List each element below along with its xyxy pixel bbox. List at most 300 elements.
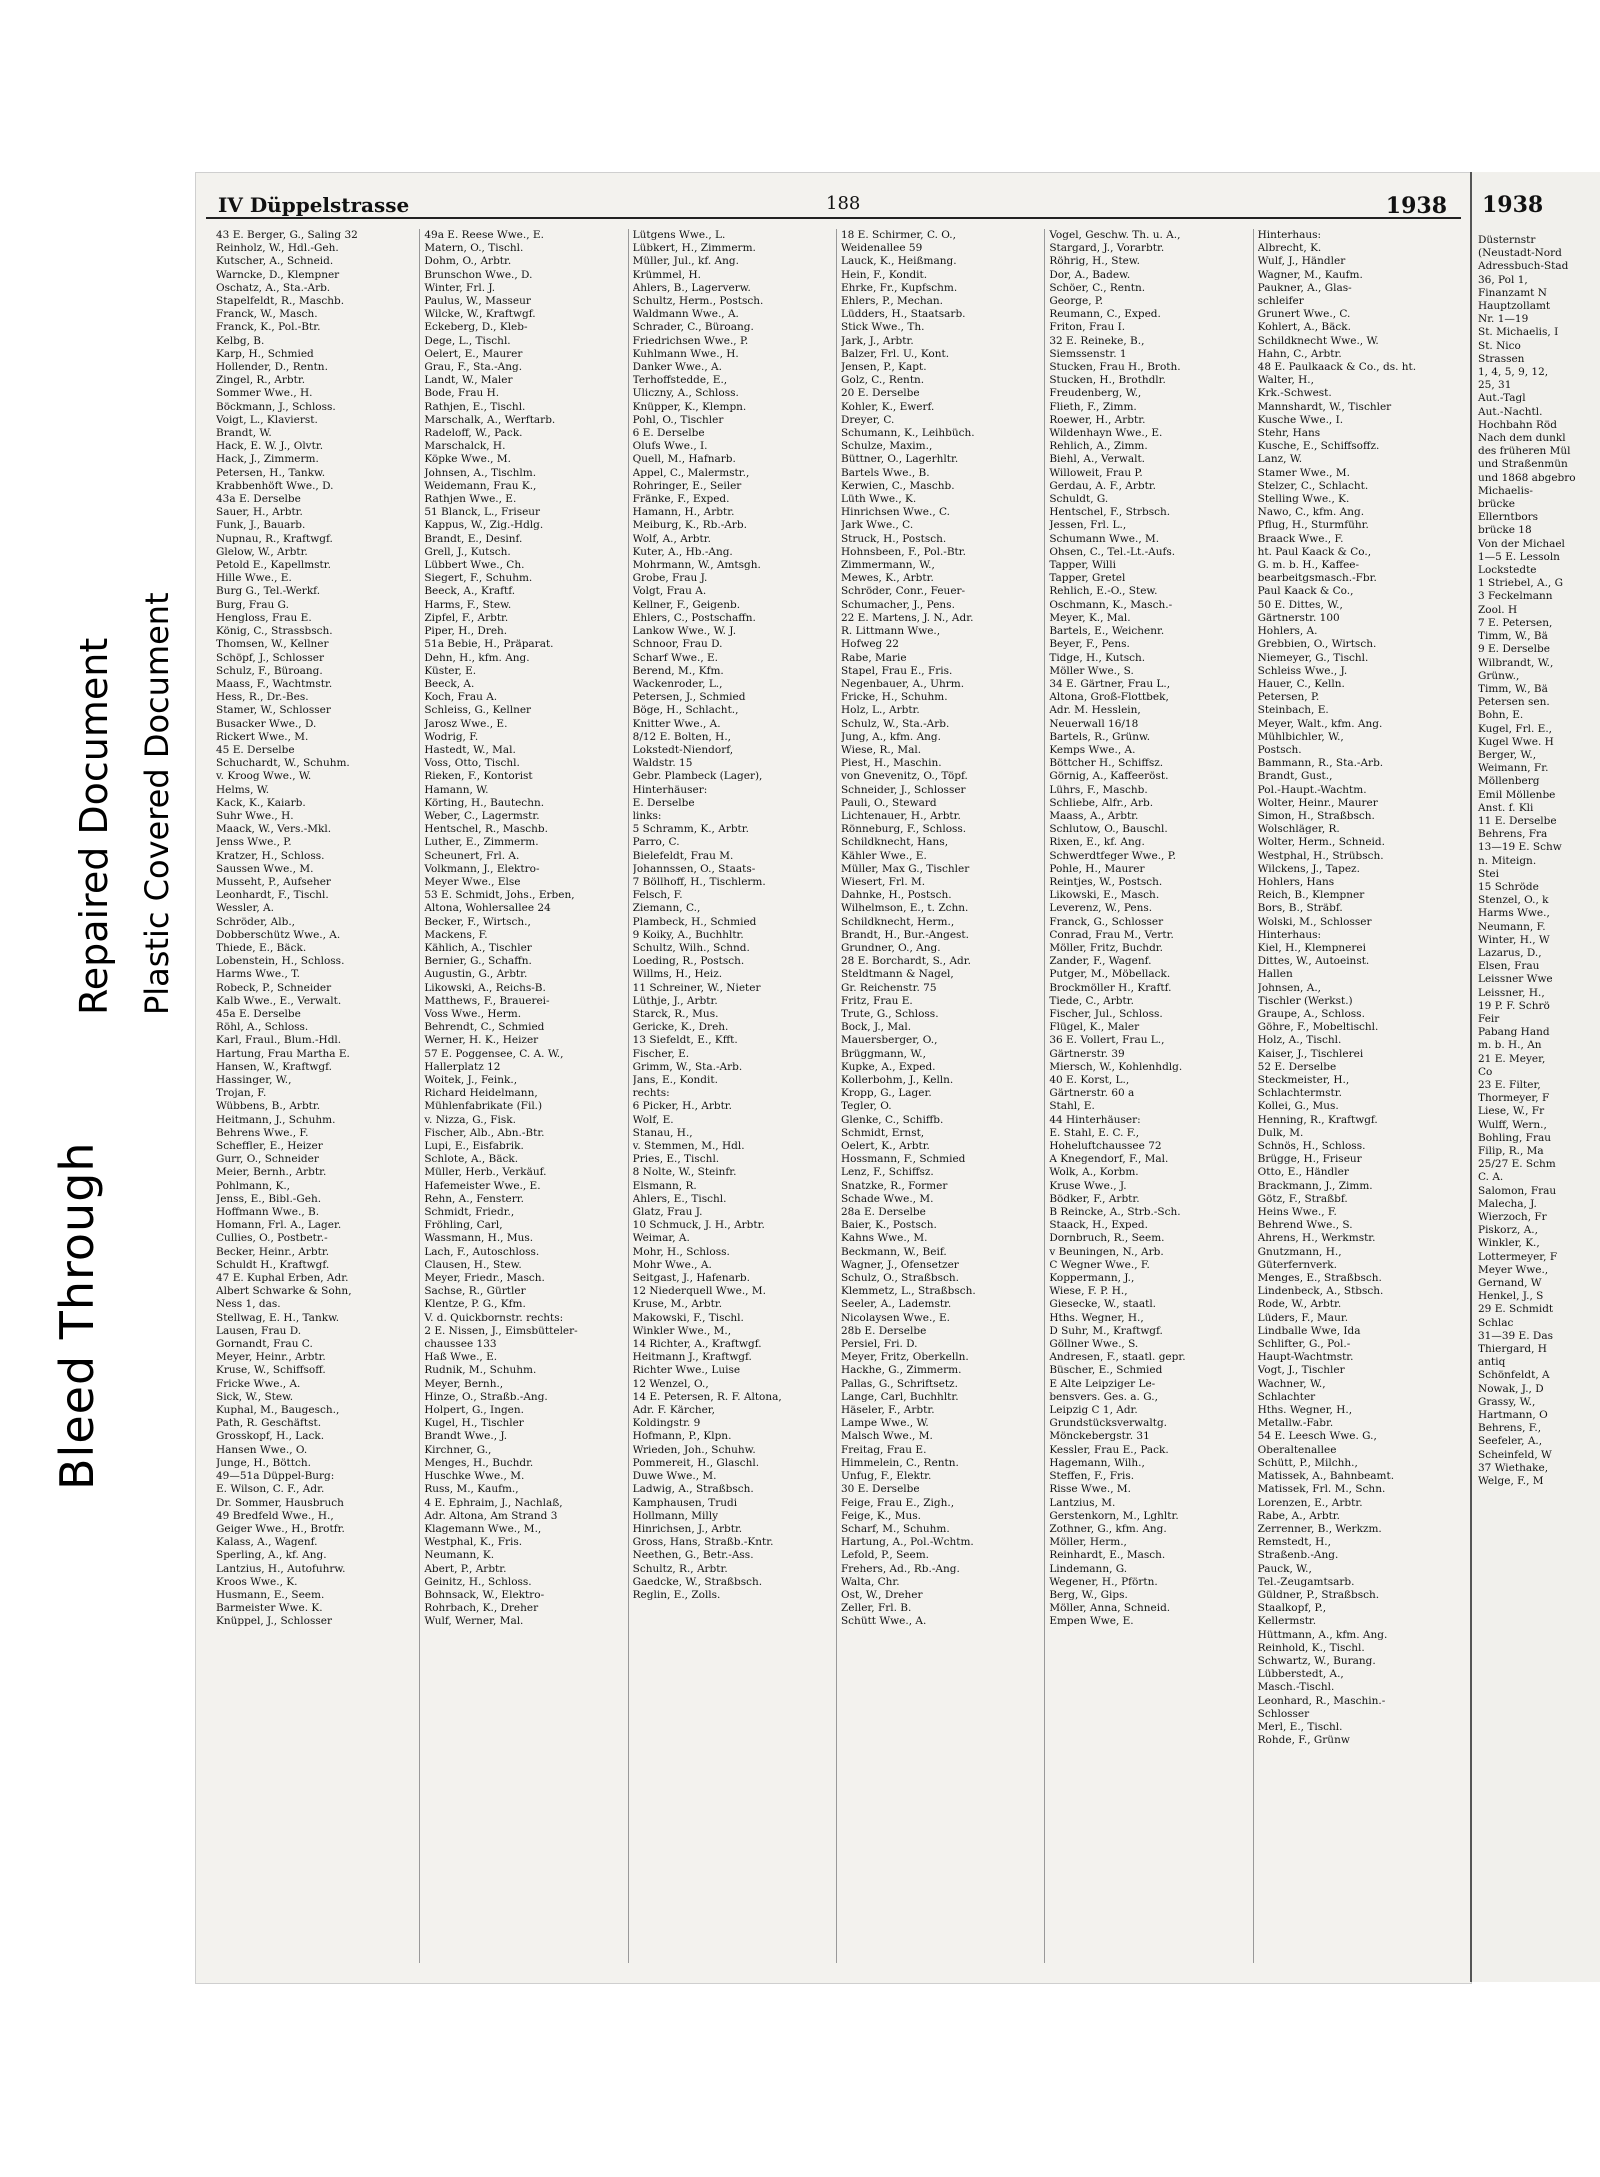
adjacent-page-line: brücke xyxy=(1478,498,1515,511)
directory-entry: Zimmermann, W., xyxy=(840,559,935,572)
directory-entry: Schumann, K., Leihbüch. xyxy=(840,427,975,440)
directory-entry: B Reincke, A., Strb.-Sch. xyxy=(1049,1206,1181,1219)
adjacent-page-line: Seefeler, A., xyxy=(1478,1435,1543,1448)
directory-entry: Wildenhayn Wwe., E. xyxy=(1049,427,1163,440)
directory-entry: Hackhe, G., Zimmerm. xyxy=(840,1364,962,1377)
directory-entry: Beeck, A. xyxy=(424,677,475,690)
directory-entry: Stahl, E. xyxy=(1049,1100,1095,1113)
directory-entry: Hofweg 22 xyxy=(840,638,899,651)
directory-entry: Wackenroder, L., xyxy=(632,677,723,690)
adjacent-page-line: 36, Pol 1, xyxy=(1478,273,1528,286)
directory-entry: Stellwag, E. H., Tankw. xyxy=(216,1311,340,1324)
annotation-sidebar xyxy=(0,270,195,1490)
adjacent-page-line: 31—39 E. Das xyxy=(1478,1329,1553,1342)
directory-entry: Hengloss, Frau E. xyxy=(216,611,312,624)
directory-entry: Neumann, K. xyxy=(424,1549,495,1562)
directory-entry: Menges, E., Straßbsch. xyxy=(1257,1272,1382,1285)
directory-entry: Schlutow, O., Bauschl. xyxy=(1049,823,1168,836)
directory-entry: Dege, L., Tischl. xyxy=(424,334,511,347)
directory-entry: Hinrichsen Wwe., C. xyxy=(840,506,950,519)
directory-entry: E. Wilson, C. F., Adr. xyxy=(216,1483,325,1496)
directory-entry: Hagemann, Wilh., xyxy=(1049,1456,1145,1469)
directory-entry: Golz, C., Rentn. xyxy=(840,374,925,387)
directory-entry: Hossmann, F., Schmied xyxy=(840,1153,966,1166)
directory-entry: 48 E. Paulkaack & Co., ds. ht. xyxy=(1257,361,1417,374)
directory-entry: Matthews, F., Brauerei- xyxy=(424,994,550,1007)
adjacent-page-line: Düsternstr xyxy=(1478,234,1536,246)
directory-entry: Kollerbohm, J., Kelln. xyxy=(840,1074,954,1086)
directory-entry: Wulf, J., Händler xyxy=(1257,255,1346,268)
directory-entry: Giesecke, W., staatl. xyxy=(1049,1298,1157,1311)
directory-entry: Scheunert, Frl. A. xyxy=(424,849,520,862)
directory-entry: Ehrke, Fr., Kupfschm. xyxy=(840,281,958,294)
adjacent-page-line: 15 Schröde xyxy=(1478,880,1539,893)
directory-entry: Lankow Wwe., W. J. xyxy=(632,625,737,638)
directory-entry: 7 Böllhoff, H., Tischlerm. xyxy=(632,875,766,888)
adjacent-page-line: Emil Möllenbe xyxy=(1478,788,1556,801)
directory-entry: Maass, A., Arbtr. xyxy=(1049,809,1139,822)
directory-entry: Brackmann, J., Zimm. xyxy=(1257,1179,1373,1192)
directory-entry: Pauck, W., xyxy=(1257,1562,1312,1575)
directory-entry: Ost, W., Dreher xyxy=(840,1588,923,1601)
adjacent-page-line: Meyer Wwe., xyxy=(1478,1263,1549,1276)
directory-entry: Adr. M. Hesslein, xyxy=(1049,704,1141,717)
directory-entry: Negenbauer, A., Uhrm. xyxy=(840,677,965,690)
directory-entry: Mauersberger, O., xyxy=(840,1034,938,1047)
directory-entry: 45 E. Derselbe xyxy=(216,743,295,756)
directory-entry: Loeding, R., Postsch. xyxy=(632,955,745,968)
directory-entry: Tel.-Zeugamtsarb. xyxy=(1257,1575,1355,1588)
adjacent-page-line: 23 E. Filter, xyxy=(1478,1079,1541,1091)
adjacent-page-line: Kugel Wwe. H xyxy=(1478,735,1554,748)
directory-entry: Lantzius, M. xyxy=(1049,1496,1116,1509)
directory-entry: Zipfel, F., Arbtr. xyxy=(424,611,509,624)
directory-entry: Koldingstr. 9 xyxy=(632,1417,701,1430)
directory-entry: 51 Blanck, L., Friseur xyxy=(424,506,541,519)
directory-entry: Persiel, Fri. D. xyxy=(840,1338,918,1351)
directory-entry: Walter, H., xyxy=(1257,374,1314,387)
page-number: 188 xyxy=(826,193,861,214)
directory-entry: v Beuningen, N., Arb. xyxy=(1049,1245,1164,1258)
directory-entry: 44 Hinterhäuser: xyxy=(1049,1113,1141,1126)
directory-entry: Kusche, E., Schiffsoffz. xyxy=(1257,440,1380,453)
directory-entry: Postsch. xyxy=(1257,743,1302,756)
directory-entry: Lausen, Frau D. xyxy=(216,1324,302,1337)
directory-entry: E. Stahl, E. C. F., xyxy=(1049,1126,1140,1139)
directory-entry: Lindenbeck, A., Stbsch. xyxy=(1257,1285,1384,1298)
directory-entry: Meyer, Walt., kfm. Ang. xyxy=(1257,717,1383,730)
adjacent-page-line: Lottermeyer, F xyxy=(1478,1250,1558,1263)
adjacent-page-line: 7 E. Petersen, xyxy=(1478,616,1553,629)
directory-entry: Ahlers, E., Tischl. xyxy=(632,1192,727,1205)
directory-entry: Barmeister Wwe. K. xyxy=(216,1602,323,1615)
directory-entry: D Suhr, M., Kraftwgf. xyxy=(1049,1324,1163,1337)
directory-entry: Berend, M., Kfm. xyxy=(632,664,724,677)
directory-entry: Jark, J., Arbtr. xyxy=(840,334,914,347)
directory-entry: Rohringer, E., Seiler xyxy=(632,479,742,492)
directory-entry: Gnutzmann, H., xyxy=(1257,1245,1342,1258)
directory-entry: Bock, J., Mal. xyxy=(840,1021,912,1034)
directory-entry: Radeloff, W., Pack. xyxy=(424,427,523,440)
adjacent-page-line: Winter, H., W xyxy=(1478,933,1550,946)
directory-entry: 52 E. Derselbe xyxy=(1257,1060,1337,1073)
directory-entry: Leverenz, W., Pens. xyxy=(1049,902,1153,915)
directory-entry: Pommereit, H., Glaschl. xyxy=(632,1456,760,1469)
directory-entry: 10 Schmuck, J. H., Arbtr. xyxy=(632,1219,765,1232)
directory-entry: Baier, K., Postsch. xyxy=(840,1219,937,1232)
directory-entry: Lach, F., Autoschloss. xyxy=(424,1245,540,1258)
directory-entry: Schuldt H., Kraftwgf. xyxy=(216,1258,330,1271)
directory-entry: 51a Bebie, H., Präparat. xyxy=(424,638,554,651)
directory-entry: Snatzke, R., Former xyxy=(840,1179,948,1192)
directory-entry: E Alte Leipziger Le- xyxy=(1049,1377,1156,1390)
directory-entry: 49—51a Düppel-Burg: xyxy=(216,1470,335,1483)
adjacent-page-line: 37 Wiethake, xyxy=(1478,1461,1549,1474)
directory-entry: Nicolaysen Wwe., E. xyxy=(840,1311,950,1324)
directory-entry: Pohlmann, K., xyxy=(216,1179,291,1192)
directory-entry: Dornbruch, R., Seem. xyxy=(1049,1232,1165,1245)
directory-entry: 32 E. Reineke, B., xyxy=(1049,334,1145,347)
directory-entry: Ladwig, A., Straßbsch. xyxy=(632,1483,754,1496)
directory-entry: Wilcke, W., Kraftwgf. xyxy=(424,308,536,321)
directory-entry: Robeck, P., Schneider xyxy=(216,981,332,994)
directory-entry: Hein, F., Kondit. xyxy=(840,268,928,281)
directory-entry: von Gnevenitz, O., Töpf. xyxy=(840,770,968,783)
directory-entry: Reinholz, W., Hdl.-Geh. xyxy=(216,242,339,255)
adjacent-page-line: Grassy, W., xyxy=(1478,1395,1536,1408)
directory-entry: 12 Niederquell Wwe., M. xyxy=(632,1285,766,1298)
directory-entry: Weidenallee 59 xyxy=(840,242,923,255)
directory-entry: Maass, F., Wachtmstr. xyxy=(216,677,333,690)
adjacent-page-line: (Neustadt-Nord xyxy=(1478,247,1562,260)
directory-entry: Johnsen, A., xyxy=(1257,981,1321,994)
directory-entry: Tiede, C., Arbtr. xyxy=(1049,994,1134,1007)
directory-entry: Jensen, P., Kapt. xyxy=(840,361,927,374)
directory-entry: Haß Wwe., E. xyxy=(424,1351,498,1364)
directory-entry: bensvers. Ges. a. G., xyxy=(1049,1390,1158,1403)
directory-entry: Waldstr. 15 xyxy=(632,757,693,770)
directory-entry: Eckeberg, D., Kleb- xyxy=(424,321,528,334)
adjacent-page-line: 25/27 E. Schm xyxy=(1478,1158,1556,1171)
adjacent-page-line: Nr. 1—19 xyxy=(1478,313,1529,326)
directory-entry: Grobe, Frau J. xyxy=(632,572,708,585)
adjacent-page-line: des früheren Mül xyxy=(1478,445,1571,458)
directory-entry: Fritz, Frau E. xyxy=(840,994,913,1007)
adjacent-page-line: 11 E. Derselbe xyxy=(1478,814,1557,827)
directory-entry: Holz, A., Tischl. xyxy=(1257,1034,1342,1047)
directory-entry: Stamer, W., Schlosser xyxy=(216,704,331,717)
directory-entry: Grau, F., Sta.-Ang. xyxy=(424,361,523,374)
directory-entry: Holz, L., Arbtr. xyxy=(840,704,920,717)
directory-entry: Maack, W., Vers.-Mkl. xyxy=(216,823,332,836)
directory-entry: Sauer, H., Arbtr. xyxy=(216,506,303,519)
adjacent-page-line: Behrens, Fra xyxy=(1478,828,1548,841)
directory-column xyxy=(841,229,1045,1963)
directory-entry: Gärtnerstr. 60 a xyxy=(1049,1087,1135,1100)
directory-entry: Jarosz Wwe., E. xyxy=(424,717,508,730)
directory-entry: Hartung, Frau Martha E. xyxy=(216,1047,350,1060)
directory-entry: 5 Schramm, K., Arbtr. xyxy=(632,823,749,836)
directory-entry: Mohr, H., Schloss. xyxy=(632,1245,730,1258)
directory-entry: Brockmöller H., Kraftf. xyxy=(1049,981,1172,994)
directory-entry: Gross, Hans, Straßb.-Kntr. xyxy=(632,1536,774,1549)
directory-entry: Staack, H., Exped. xyxy=(1049,1219,1148,1232)
directory-entry: schleifer xyxy=(1257,295,1304,308)
directory-entry: Volkmann, J., Elektro- xyxy=(424,862,540,875)
directory-entry: Seitgast, J., Hafenarb. xyxy=(632,1272,750,1285)
directory-entry: Kuphal, M., Baugesch., xyxy=(216,1404,340,1417)
directory-entry: Harms Wwe., T. xyxy=(216,968,300,981)
directory-entry: Holpert, G., Ingen. xyxy=(424,1404,524,1417)
directory-entry: Freitag, Frau E. xyxy=(840,1443,927,1456)
directory-entry: Becker, F., Wirtsch., xyxy=(424,915,531,928)
adjacent-page-line: St. Nico xyxy=(1478,339,1521,352)
directory-entry: Hüttmann, A., kfm. Ang. xyxy=(1257,1628,1388,1641)
directory-entry: Franck, W., Masch. xyxy=(216,308,318,321)
directory-entry: Flügel, K., Maler xyxy=(1049,1021,1140,1034)
directory-entry: Ahrens, H., Werkmstr. xyxy=(1257,1232,1376,1245)
directory-entry: Bammann, R., Sta.-Arb. xyxy=(1257,757,1384,770)
directory-entry: Piest, H., Maschin. xyxy=(840,757,942,770)
directory-entry: Kalass, A., Wagenf. xyxy=(216,1536,318,1549)
directory-entry: Göhre, F., Mobeltischl. xyxy=(1257,1021,1379,1034)
directory-entry: Siegert, F., Schuhm. xyxy=(424,572,533,585)
directory-entry: Lenz, F., Schiffsz. xyxy=(840,1166,934,1179)
directory-entry: Reinhardt, E., Masch. xyxy=(1049,1549,1166,1562)
directory-entry: Hoheluftchaussee 72 xyxy=(1049,1140,1162,1153)
directory-columns xyxy=(216,229,1461,1963)
directory-entry: Sachse, R., Gürtler xyxy=(424,1285,526,1298)
directory-entry: Hahn, C., Arbtr. xyxy=(1257,347,1342,360)
directory-entry: Hamann, H., Arbtr. xyxy=(632,506,735,519)
directory-entry: 9 Koiky, A., Buchhltr. xyxy=(632,928,744,941)
directory-entry: 14 E. Petersen, R. F. Altona, xyxy=(632,1390,782,1403)
directory-entry: Schütt Wwe., A. xyxy=(840,1615,927,1628)
directory-entry: Warncke, D., Klempner xyxy=(216,268,340,281)
directory-entry: Walta, Chr. xyxy=(840,1575,900,1588)
directory-entry: Leonhard, R., Maschin.- xyxy=(1257,1694,1386,1707)
directory-entry: Zingel, R., Arbtr. xyxy=(216,374,306,387)
directory-entry: Gärtnerstr. 100 xyxy=(1257,611,1340,624)
directory-entry: Unfug, F., Elektr. xyxy=(840,1470,932,1483)
directory-entry: Pallas, G., Schriftsetz. xyxy=(840,1377,958,1390)
directory-entry: Zothner, G., kfm. Ang. xyxy=(1049,1522,1167,1535)
adjacent-page-line: Schlac xyxy=(1478,1316,1514,1329)
directory-entry: Müller, Herb., Verkäuf. xyxy=(424,1166,547,1179)
directory-entry: Schütt, P., Milchh., xyxy=(1257,1456,1358,1469)
adjacent-page-line: brücke 18 xyxy=(1478,524,1532,537)
directory-entry: Cullies, O., Postbetr.- xyxy=(216,1232,328,1245)
directory-entry: v. Nizza, G., Fisk. xyxy=(424,1113,516,1126)
directory-entry: Grundner, O., Ang. xyxy=(840,941,941,954)
directory-entry: Reinhold, K., Tischl. xyxy=(1257,1641,1365,1654)
adjacent-page-line: Michaelis- xyxy=(1478,484,1533,497)
directory-entry: Stelling Wwe., K. xyxy=(1257,493,1350,506)
directory-entry: Rode, W., Arbtr. xyxy=(1257,1298,1342,1311)
directory-entry: Kappus, W., Zig.-Hdlg. xyxy=(424,519,544,532)
directory-entry: Ahlers, B., Lagerverw. xyxy=(632,281,751,294)
directory-entry: Schmidt, Ernst, xyxy=(840,1126,925,1139)
directory-entry: E. Derselbe xyxy=(632,796,695,809)
directory-entry: Rieken, F., Kontorist xyxy=(424,770,533,783)
directory-entry: Oberaltenallee xyxy=(1257,1443,1337,1456)
adjacent-page-line: Harms Wwe., xyxy=(1478,907,1550,920)
directory-entry: Fischer, E. xyxy=(632,1047,690,1060)
directory-entry: Stanau, H., xyxy=(632,1126,693,1139)
directory-entry: Stick Wwe., Th. xyxy=(840,321,925,334)
directory-entry: 11 Schreiner, W., Nieter xyxy=(632,981,761,994)
adjacent-page-line: Timm, W., Bä xyxy=(1478,630,1548,643)
directory-entry: Büttner, O., Lagerhltr. xyxy=(840,453,959,466)
directory-entry: Suhr Wwe., H. xyxy=(216,809,294,822)
directory-entry: Schildknecht, Herm., xyxy=(840,915,955,928)
directory-entry: Marschalk, A., Werftarb. xyxy=(424,413,556,426)
directory-entry: 28a E. Derselbe xyxy=(840,1206,926,1219)
directory-entry: Pries, E., Tischl. xyxy=(632,1153,720,1166)
directory-entry: C Wegner Wwe., F. xyxy=(1049,1258,1150,1271)
directory-entry: Lorenzen, E., Arbtr. xyxy=(1257,1496,1363,1509)
directory-entry: Schlosser xyxy=(1257,1707,1310,1720)
directory-entry: Kohler, K., Ewerf. xyxy=(840,400,935,413)
directory-entry: Klagemann Wwe., M., xyxy=(424,1522,542,1535)
adjacent-page-line: 1 Striebel, A., G xyxy=(1478,577,1563,590)
directory-entry: Hauer, C., Kelln. xyxy=(1257,677,1345,690)
directory-entry: Wolschläger, R. xyxy=(1257,823,1340,836)
directory-entry: Luther, E., Zimmerm. xyxy=(424,836,539,849)
directory-entry: Tidge, H., Kutsch. xyxy=(1049,651,1146,664)
adjacent-page-line: Kugel, Frl. E., xyxy=(1478,722,1553,735)
directory-entry: Hartung, A., Pol.-Wchtm. xyxy=(840,1536,974,1549)
directory-entry: Friedrichsen Wwe., P. xyxy=(632,334,749,347)
directory-entry: 13 Siefeldt, E., Kfft. xyxy=(632,1034,738,1047)
adjacent-page-line: Behrens, F., xyxy=(1478,1422,1542,1435)
directory-entry: Grimm, W., Sta.-Arb. xyxy=(632,1060,743,1073)
directory-entry: Schulze, Maxim., xyxy=(840,440,933,453)
adjacent-page-line: antiq xyxy=(1478,1356,1506,1369)
directory-entry: Stargard, J., Vorarbtr. xyxy=(1049,242,1165,255)
directory-entry: Mönckebergstr. 31 xyxy=(1049,1430,1150,1443)
directory-entry: Glenke, C., Schiffb. xyxy=(840,1113,944,1126)
directory-entry: Hansen Wwe., O. xyxy=(216,1443,308,1456)
directory-entry: Albert Schwarke & Sohn, xyxy=(216,1285,352,1298)
directory-entry: Oschmann, K., Masch.- xyxy=(1049,598,1173,611)
directory-entry: Volgt, Frau A. xyxy=(632,585,707,598)
directory-entry: Lüthje, J., Arbtr. xyxy=(632,994,718,1007)
directory-entry: 20 E. Derselbe xyxy=(840,387,920,400)
adjacent-page-line: St. Michaelis, I xyxy=(1478,326,1559,339)
directory-entry: Hinterhaus: xyxy=(1257,928,1322,941)
directory-entry: Möller, Anna, Schneid. xyxy=(1049,1602,1171,1615)
directory-entry: 43 E. Berger, G., Saling 32 xyxy=(216,229,358,241)
directory-page xyxy=(195,172,1472,1984)
directory-entry: Winkler Wwe., M., xyxy=(632,1324,732,1337)
directory-entry: Risse Wwe., M. xyxy=(1049,1483,1132,1496)
directory-entry: Huschke Wwe., M. xyxy=(424,1470,525,1483)
directory-entry: Schlote, A., Bäck. xyxy=(424,1153,519,1166)
directory-entry: Gurr, O., Schneider xyxy=(216,1153,319,1166)
directory-entry: Pauli, O., Steward xyxy=(840,796,937,809)
directory-entry: Woitek, J., Feink., xyxy=(424,1074,518,1086)
directory-entry: Franck, G., Schlosser xyxy=(1049,915,1164,928)
directory-entry: Karp, H., Schmied xyxy=(216,347,314,360)
adjacent-page-line: n. Miteign. xyxy=(1478,854,1537,867)
directory-entry: Bartels, E., Weichenr. xyxy=(1049,625,1165,638)
directory-entry: Jung, A., kfm. Ang. xyxy=(840,730,941,743)
directory-entry: Weidemann, Frau K., xyxy=(424,479,537,492)
directory-entry: Augustin, G., Arbtr. xyxy=(424,968,528,981)
directory-entry: 30 E. Derselbe xyxy=(840,1483,920,1496)
directory-entry: Kiel, H., Klempnerei xyxy=(1257,941,1366,954)
directory-entry: Werner, H. K., Heizer xyxy=(424,1034,539,1047)
directory-entry: Kupke, A., Exped. xyxy=(840,1060,936,1073)
directory-entry: Zeller, Frl. B. xyxy=(840,1602,912,1615)
adjacent-page-line: Elsen, Frau xyxy=(1478,960,1540,973)
directory-entry: Behrens Wwe., F. xyxy=(216,1126,309,1139)
adjacent-page-line: Bohn, E. xyxy=(1478,709,1524,722)
directory-entry: Richard Heidelmann, xyxy=(424,1087,538,1100)
directory-entry: Schneider, J., Schlosser xyxy=(840,783,966,796)
directory-entry: Gaedcke, W., Straßbsch. xyxy=(632,1575,763,1588)
directory-entry: Wagner, M., Kaufm. xyxy=(1257,268,1363,281)
directory-entry: Nawo, C., kfm. Ang. xyxy=(1257,506,1365,519)
directory-entry: Bors, B., Sträbf. xyxy=(1257,902,1343,915)
directory-entry: Funk, J., Bauarb. xyxy=(216,519,306,532)
directory-entry: Wiesert, Frl. M. xyxy=(840,875,926,888)
directory-entry: Gr. Reichenstr. 75 xyxy=(840,981,937,994)
directory-entry: Küster, E. xyxy=(424,664,477,677)
directory-entry: Kratzer, H., Schloss. xyxy=(216,849,325,862)
adjacent-page-line: 1, 4, 5, 9, 12, xyxy=(1478,366,1549,379)
adjacent-page xyxy=(1470,172,1600,1982)
directory-entry: Wassmann, H., Mus. xyxy=(424,1232,534,1245)
adjacent-page-line: Lockstedte xyxy=(1478,564,1537,577)
directory-entry: Felsch, F. xyxy=(632,889,683,902)
directory-entry: Röhrig, H., Stew. xyxy=(1049,255,1140,268)
directory-entry: Dehn, H., kfm. Ang. xyxy=(424,651,530,664)
directory-entry: Wodrig, F. xyxy=(424,730,479,743)
directory-entry: Thiede, E., Bäck. xyxy=(216,941,307,954)
directory-entry: Kugel, H., Tischler xyxy=(424,1417,524,1430)
directory-entry: Rohrbach, K., Dreher xyxy=(424,1602,539,1615)
directory-entry: Hack, E. W. J., Olvtr. xyxy=(216,440,324,453)
directory-entry: Hohnsbeen, F., Pol.-Btr. xyxy=(840,545,966,558)
directory-entry: Kutscher, A., Schneid. xyxy=(216,255,334,268)
directory-entry: Haupt-Wachtmstr. xyxy=(1257,1351,1354,1364)
directory-entry: Ness 1, das. xyxy=(216,1298,281,1311)
directory-entry: Tischler (Werkst.) xyxy=(1257,994,1353,1007)
directory-entry: Gericke, K., Dreh. xyxy=(632,1021,729,1034)
directory-entry: Niemeyer, G., Tischl. xyxy=(1257,651,1369,664)
directory-entry: Krk.-Schwest. xyxy=(1257,387,1332,400)
directory-entry: 43a E. Derselbe xyxy=(216,493,301,506)
directory-entry: Brandt, E., Desinf. xyxy=(424,532,523,545)
directory-entry: Brüggmann, W., xyxy=(840,1047,926,1060)
directory-entry: 12 Wenzel, O., xyxy=(632,1377,709,1390)
directory-entry: Kahns Wwe., M. xyxy=(840,1232,928,1245)
directory-entry: Lefold, P., Seem. xyxy=(840,1549,929,1562)
directory-entry: Stapel, Frau E., Fris. xyxy=(840,664,953,677)
directory-entry: Johannssen, O., Staats- xyxy=(632,862,756,875)
directory-entry: Mohrmann, W., Amtsgh. xyxy=(632,559,761,572)
adjacent-page-line: Strassen xyxy=(1478,352,1525,365)
directory-entry: Hentschel, R., Maschb. xyxy=(424,823,548,836)
directory-entry: Schmidt, Friedr., xyxy=(424,1206,515,1219)
directory-entry: Schultz, Wilh., Schnd. xyxy=(632,941,750,954)
directory-entry: Schumann Wwe., M. xyxy=(1049,532,1160,545)
directory-entry: Hinterhaus: xyxy=(1257,229,1322,241)
directory-entry: Schulz, O., Straßbsch. xyxy=(840,1272,959,1285)
directory-entry: Conrad, Frau M., Vertr. xyxy=(1049,928,1174,941)
